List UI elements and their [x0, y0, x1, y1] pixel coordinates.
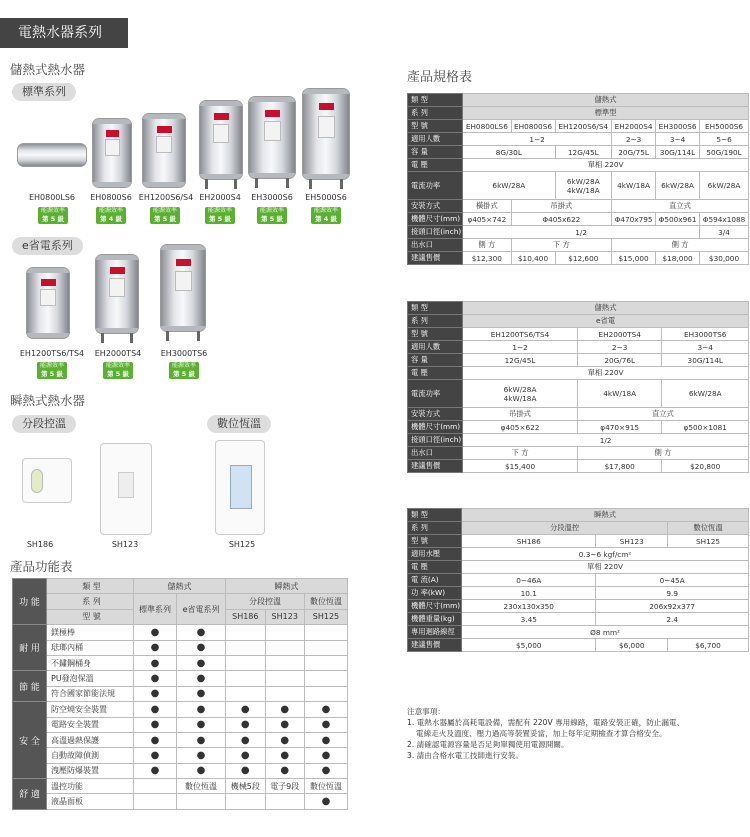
table-cell: ● — [226, 732, 265, 747]
model-label: EH3000TS6 — [160, 349, 208, 358]
table-cell — [265, 625, 304, 640]
table-cell: 30G/114L — [662, 354, 749, 367]
table-cell: $6,000 — [596, 639, 668, 652]
table-cell: Φ594x1088 — [700, 213, 749, 226]
table-cell: 接頭口徑(inch) — [408, 434, 463, 447]
table-cell: 0~45A — [596, 574, 749, 587]
table-cell: 側 方 — [612, 239, 749, 252]
table-cell — [226, 686, 265, 701]
table-cell: 適用水壓 — [408, 548, 462, 561]
table-cell: 安 全 — [13, 702, 47, 779]
table-cell: 電路安全裝置 — [47, 717, 134, 732]
model-label: EH1200S6/S4 — [138, 193, 194, 202]
heater-eh5000s6-image — [302, 88, 350, 180]
table-cell: ● — [134, 655, 177, 670]
table-cell: 標準系列 — [134, 594, 177, 625]
table-cell: 電 壓 — [408, 159, 463, 172]
table-cell: SH186 — [462, 535, 596, 548]
table-cell: 2~3 — [577, 341, 662, 354]
table-cell: EH2000TS4 — [577, 328, 662, 341]
table-row — [13, 763, 348, 778]
table-cell: SH186 — [226, 609, 265, 624]
table-cell: EH0800LS6 — [463, 120, 511, 133]
table-cell: ● — [134, 671, 177, 686]
table-cell: $6,700 — [668, 639, 749, 652]
table-cell: 5~6 — [700, 133, 749, 146]
table-cell: 數位恆溫 — [177, 779, 226, 794]
table-cell: EH1200S6/S4 — [555, 120, 612, 133]
energy-badge: 能源效率 第 5 級 — [205, 207, 235, 224]
table-cell: 3~4 — [662, 341, 749, 354]
table-cell: 建議售價 — [408, 252, 463, 265]
table-cell: 舒 適 — [13, 779, 47, 810]
note-item: 3. 請由合格水電工技師進行安裝。 — [407, 751, 523, 760]
table-cell: EH5000S6 — [700, 120, 749, 133]
table-row — [13, 655, 348, 670]
table-cell: 1/2 — [463, 226, 700, 239]
heater-eh2000ts4-image — [95, 254, 139, 334]
heater-eh3000ts6-image — [160, 244, 206, 332]
table-cell: ● — [177, 655, 226, 670]
table-cell: 6kW/28A — [662, 380, 749, 408]
table-cell: ● — [265, 763, 304, 778]
table-cell: 建議售價 — [408, 460, 463, 473]
table-cell: ● — [226, 763, 265, 778]
table-cell: 機械5段 — [226, 779, 265, 794]
table-cell — [304, 640, 347, 655]
table-cell: ● — [134, 702, 177, 717]
table-cell: 9.9 — [596, 587, 749, 600]
table-cell: 30G/114L — [656, 146, 700, 159]
table-cell — [134, 779, 177, 794]
model-label: SH125 — [228, 540, 256, 549]
spec-title: 產品規格表 — [407, 70, 473, 85]
energy-badge: 能源效率 第 5 級 — [169, 362, 199, 379]
table-cell: 類 型 — [408, 509, 462, 522]
table-cell: 功 率(kW) — [408, 587, 462, 600]
table-cell: $12,600 — [555, 252, 612, 265]
table-cell: 單相 220V — [463, 159, 749, 172]
table-cell: 接頭口徑(inch) — [408, 226, 463, 239]
table-cell: e省電系列 — [177, 594, 226, 625]
table-cell: 適用人數 — [408, 341, 463, 354]
table-cell — [226, 671, 265, 686]
page-title: 電熱水器系列 — [0, 18, 128, 48]
table-cell: 電 壓 — [408, 561, 462, 574]
table-cell: $15,000 — [612, 252, 656, 265]
energy-badge: 能源效率 第 5 級 — [150, 207, 180, 224]
table-cell: ● — [265, 702, 304, 717]
table-cell — [304, 655, 347, 670]
table-cell: 電流功率 — [408, 380, 463, 408]
table-cell: 橫掛式 — [463, 200, 511, 213]
energy-badge: 能源效率 第 5 級 — [257, 207, 287, 224]
table-cell — [265, 655, 304, 670]
esave-series-pill: e省電系列 — [12, 237, 83, 255]
table-cell: φ470×915 — [577, 421, 662, 434]
table-cell: ● — [134, 640, 177, 655]
table-cell: EH0800S6 — [511, 120, 555, 133]
table-cell: 類 型 — [47, 579, 134, 594]
notes — [407, 706, 749, 761]
table-cell: $20,800 — [662, 460, 749, 473]
table-cell: 50G/190L — [700, 146, 749, 159]
table-cell: 4kW/18A — [577, 380, 662, 408]
heater-sh125-image — [215, 440, 265, 535]
table-cell — [134, 794, 177, 809]
table-cell: PU發泡保溫 — [47, 671, 134, 686]
table-cell: ● — [226, 717, 265, 732]
digital-control-pill: 數位恆溫 — [207, 415, 271, 433]
table-cell: ● — [177, 732, 226, 747]
table-cell: 瞬熱式 — [462, 509, 749, 522]
table-cell: 電子9段 — [265, 779, 304, 794]
table-cell: 型 號 — [408, 328, 463, 341]
table-cell: 機體尺寸(mm) — [408, 213, 463, 226]
table-cell — [265, 671, 304, 686]
table-cell: $17,800 — [577, 460, 662, 473]
table-cell: 系 列 — [408, 107, 463, 120]
table-cell: 型 號 — [408, 120, 463, 133]
energy-badge: 能源效率 第 5 級 — [38, 207, 68, 224]
table-cell: 機體尺寸(mm) — [408, 600, 462, 613]
table-cell: ● — [265, 748, 304, 763]
table-cell: 10.1 — [462, 587, 596, 600]
table-cell: ● — [177, 625, 226, 640]
table-row — [13, 717, 348, 732]
table-cell: 符合國家節能法規 — [47, 686, 134, 701]
table-cell: 儲熱式 — [463, 302, 749, 315]
table-cell: 建議售價 — [408, 639, 462, 652]
table-cell: ● — [304, 763, 347, 778]
table-cell — [265, 686, 304, 701]
table-cell — [226, 640, 265, 655]
heater-eh0800ls6-image — [17, 143, 87, 167]
table-cell: $30,000 — [700, 252, 749, 265]
table-cell: 20G/76L — [577, 354, 662, 367]
note-item: 電線走火及溫度、壓力過高等裝置妥當，加上每年定期檢查才算合格安全。 — [416, 729, 667, 738]
table-cell: 系 列 — [47, 594, 134, 609]
table-cell: 6kW/28A 4kW/18A — [555, 172, 612, 200]
table-cell: 1/2 — [463, 434, 749, 447]
note-item: 1. 電熱水器屬於高耗電設備，需配有 220V 專用線路，電路安裝正確，防止漏電、 — [407, 718, 685, 727]
table-cell: e省電 — [463, 315, 749, 328]
table-cell: 20G/75L — [612, 146, 656, 159]
table-row — [13, 686, 348, 701]
table-cell: 機體重量(kg) — [408, 613, 462, 626]
table-cell: $5,000 — [462, 639, 596, 652]
energy-badge: 能源效率 第 4 級 — [311, 207, 341, 224]
table-cell: 防空燒安全裝置 — [47, 702, 134, 717]
table-cell: ● — [134, 732, 177, 747]
table-cell: 下 方 — [463, 447, 578, 460]
table-cell: 分段控溫 — [226, 594, 305, 609]
table-cell: φ405×742 — [463, 213, 511, 226]
table-cell: ● — [177, 717, 226, 732]
table-cell: 出水口 — [408, 447, 463, 460]
table-cell: SH125 — [304, 609, 347, 624]
table-cell: 3~4 — [656, 133, 700, 146]
table-cell: 1~2 — [463, 133, 612, 146]
table-cell: 出水口 — [408, 239, 463, 252]
table-cell: ● — [134, 748, 177, 763]
table-cell: 耐 用 — [13, 625, 47, 671]
table-cell: ● — [134, 686, 177, 701]
table-cell: 12G/45L — [555, 146, 612, 159]
table-cell: 專用迴路線徑 — [408, 626, 462, 639]
heater-eh2000s4-image — [199, 100, 243, 180]
table-cell: 8G/30L — [463, 146, 555, 159]
table-cell: SH125 — [668, 535, 749, 548]
table-cell: φ500×1081 — [662, 421, 749, 434]
table-cell: ● — [226, 702, 265, 717]
standard-series-pill: 標準系列 — [12, 83, 76, 101]
table-cell: 0.3~6 kgf/cm² — [462, 548, 749, 561]
table-cell: ● — [177, 702, 226, 717]
model-label: EH2000S4 — [199, 193, 241, 202]
table-row — [13, 640, 348, 655]
storage-section-title: 儲熱式熱水器 — [10, 62, 86, 77]
model-label: EH3000S6 — [251, 193, 293, 202]
table-cell: ● — [134, 763, 177, 778]
table-cell: $12,300 — [463, 252, 511, 265]
table-cell — [226, 655, 265, 670]
table-cell: 不鏽鋼桶身 — [47, 655, 134, 670]
energy-badge: 能源效率 第 5 級 — [37, 362, 67, 379]
table-cell: 高溫過熱保護 — [47, 732, 134, 747]
segment-control-pill: 分段控溫 — [12, 415, 76, 433]
table-cell: ● — [304, 748, 347, 763]
table-cell: 液晶面板 — [47, 794, 134, 809]
table-cell: 12G/45L — [463, 354, 578, 367]
heater-eh1200s6-image — [142, 113, 186, 188]
table-cell: ● — [265, 717, 304, 732]
heater-eh0800s6-image — [92, 118, 132, 188]
table-cell: SH123 — [596, 535, 668, 548]
spec-table-esave — [407, 301, 749, 473]
table-cell — [177, 794, 226, 809]
table-cell: 單相 220V — [463, 367, 749, 380]
features-table — [12, 578, 348, 810]
table-cell: EH3000S6 — [656, 120, 700, 133]
notes-title: 注意事項： — [407, 707, 445, 716]
table-cell: SH123 — [265, 609, 304, 624]
table-cell: 側 方 — [577, 447, 748, 460]
table-cell: 直立式 — [577, 408, 748, 421]
model-label: EH1200TS6/TS4 — [19, 349, 85, 358]
table-cell — [226, 794, 265, 809]
table-cell: 儲熱式 — [463, 94, 749, 107]
note-item: 2. 請確認電源容量是否足夠單獨使用電源開關。 — [407, 740, 569, 749]
table-cell: ● — [134, 717, 177, 732]
table-cell: Φ500x961 — [656, 213, 700, 226]
table-row — [13, 794, 348, 809]
table-cell: φ405×622 — [463, 421, 578, 434]
table-cell: EH1200TS6/TS4 — [463, 328, 578, 341]
table-cell: $15,400 — [463, 460, 578, 473]
table-cell: ● — [304, 717, 347, 732]
table-cell: ● — [304, 794, 347, 809]
table-row — [13, 702, 348, 717]
model-label: SH123 — [111, 540, 139, 549]
table-cell: 直立式 — [612, 200, 749, 213]
heater-sh186-image — [22, 458, 72, 503]
table-cell: 標準型 — [463, 107, 749, 120]
heater-eh1200ts6-image — [26, 267, 70, 339]
table-cell: 機體尺寸(mm) — [408, 421, 463, 434]
table-cell: 6kW/28A — [463, 172, 555, 200]
table-cell: 瞬熱式 — [226, 579, 348, 594]
table-cell: ● — [177, 671, 226, 686]
spec-table-instant — [407, 508, 749, 652]
table-cell: Φ470x795 — [612, 213, 656, 226]
table-cell: 洩壓防爆裝置 — [47, 763, 134, 778]
features-title: 產品功能表 — [10, 559, 73, 574]
energy-badge: 能源效率 第 5 級 — [103, 362, 133, 379]
table-cell: ● — [177, 748, 226, 763]
heater-eh3000s6-image — [248, 96, 296, 179]
table-cell: 儲熱式 — [134, 579, 226, 594]
table-cell: 6kW/28A 4kW/18A — [463, 380, 578, 408]
table-cell: EH2000S4 — [612, 120, 656, 133]
model-label: EH0800LS6 — [28, 193, 76, 202]
table-cell: 自動故障偵測 — [47, 748, 134, 763]
table-cell: 安裝方式 — [408, 200, 463, 213]
table-cell: 類 型 — [408, 94, 463, 107]
table-cell: 側 方 — [463, 239, 511, 252]
table-cell: 系 列 — [408, 522, 462, 535]
model-label: EH5000S6 — [305, 193, 347, 202]
table-cell: 溫控功能 — [47, 779, 134, 794]
table-cell: 數位恆溫 — [668, 522, 749, 535]
table-cell: 吊掛式 — [463, 408, 578, 421]
model-label: EH2000TS4 — [94, 349, 142, 358]
table-cell: 0~46A — [462, 574, 596, 587]
table-cell: 3.45 — [462, 613, 596, 626]
table-cell: 下 方 — [511, 239, 612, 252]
table-cell: EH3000TS6 — [662, 328, 749, 341]
table-cell: 電 壓 — [408, 367, 463, 380]
table-cell: 鎂極棒 — [47, 625, 134, 640]
table-cell: 型 號 — [408, 535, 462, 548]
table-row — [13, 732, 348, 747]
table-cell: ● — [177, 686, 226, 701]
table-cell: ● — [177, 763, 226, 778]
table-cell: 節 能 — [13, 671, 47, 702]
table-row — [13, 748, 348, 763]
table-cell — [265, 640, 304, 655]
table-cell: 數位恆溫 — [304, 779, 347, 794]
table-cell: 適用人數 — [408, 133, 463, 146]
table-cell: 206x92x377 — [596, 600, 749, 613]
table-cell: 電 流(A) — [408, 574, 462, 587]
table-cell — [265, 794, 304, 809]
table-cell: 單相 220V — [462, 561, 749, 574]
model-label: SH186 — [26, 540, 54, 549]
table-cell: Φ405x622 — [511, 213, 612, 226]
table-cell: 容 量 — [408, 146, 463, 159]
table-cell: 230x130x350 — [462, 600, 596, 613]
table-cell: 6kW/28A — [700, 172, 749, 200]
table-cell: ● — [134, 625, 177, 640]
table-cell: ● — [226, 748, 265, 763]
table-cell: 3/4 — [700, 226, 749, 239]
category-label: 功 能 — [13, 579, 47, 625]
table-cell: ● — [177, 640, 226, 655]
table-cell: 琺瑯內桶 — [47, 640, 134, 655]
table-cell: $18,000 — [656, 252, 700, 265]
table-row — [13, 625, 348, 640]
table-cell: 類 型 — [408, 302, 463, 315]
table-cell — [304, 625, 347, 640]
table-cell: 型 號 — [47, 609, 134, 624]
table-cell — [304, 671, 347, 686]
table-cell: 1~2 — [463, 341, 578, 354]
energy-badge: 能源效率 第 4 級 — [96, 207, 126, 224]
table-cell — [226, 625, 265, 640]
table-cell: 容 量 — [408, 354, 463, 367]
table-cell: ● — [304, 702, 347, 717]
instant-section-title: 瞬熱式熱水器 — [10, 393, 86, 408]
table-row — [13, 671, 348, 686]
table-cell: 6kW/28A — [656, 172, 700, 200]
table-cell: 4kW/18A — [612, 172, 656, 200]
table-cell: Ø8 mm² — [462, 626, 749, 639]
table-cell: 吊掛式 — [511, 200, 612, 213]
table-cell: 電流功率 — [408, 172, 463, 200]
heater-sh123-image — [100, 443, 152, 535]
table-cell: 2.4 — [596, 613, 749, 626]
table-row — [13, 779, 348, 794]
spec-table-standard — [407, 93, 749, 265]
table-cell: ● — [304, 732, 347, 747]
table-cell: ● — [265, 732, 304, 747]
table-cell: 系 列 — [408, 315, 463, 328]
table-cell: 分段溫控 — [462, 522, 668, 535]
table-cell: 安裝方式 — [408, 408, 463, 421]
model-label: EH0800S6 — [90, 193, 132, 202]
table-cell: $10,400 — [511, 252, 555, 265]
table-cell: 2~3 — [612, 133, 656, 146]
table-cell: 數位恆溫 — [304, 594, 347, 609]
table-cell — [304, 686, 347, 701]
